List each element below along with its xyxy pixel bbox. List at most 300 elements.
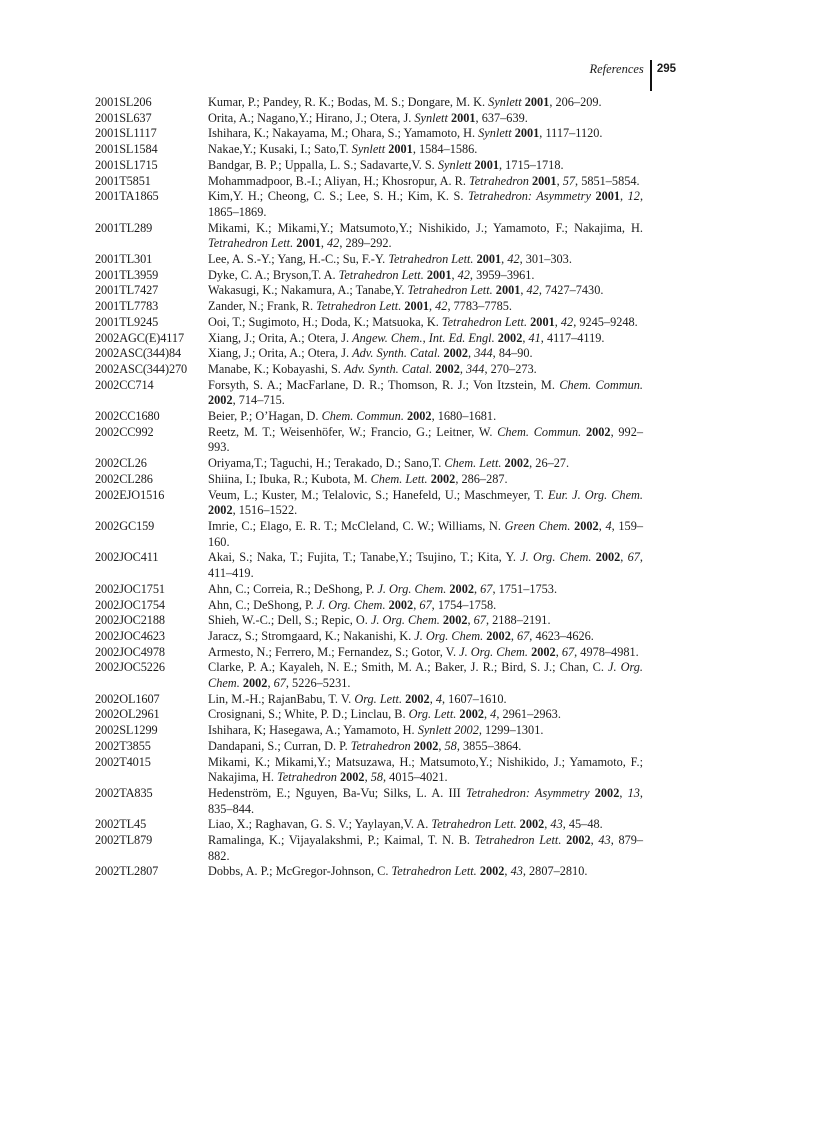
reference-authors: Dandapani, S.; Curran, D. P. [208, 738, 348, 753]
reference-authors: Lin, M.-H.; RajanBabu, T. V. [208, 691, 352, 706]
reference-pages: 1865–1869. [208, 204, 267, 219]
reference-journal: Org. Lett. [408, 707, 457, 722]
reference-entry [95, 519, 643, 550]
reference-year: 2002 [497, 330, 523, 345]
reference-citation: Jaracz, S.; Stromgaard, K.; Nakanishi, K. J. Org. Chem. 2002, 67, 4623–4626. [208, 628, 594, 643]
reference-entry [95, 707, 643, 723]
reference-year: 2002 [459, 707, 485, 722]
reference-authors: Hedenström, E.; Nguyen, Ba-Vu; Silks, L. A. III [208, 785, 461, 800]
reference-volume: 58 [444, 738, 457, 753]
reference-citation: Forsyth, S. A.; MacFarlane, D. R.; Thomson, R. J.; Von Itzstein, M. Chem. Commun. 2002, 714–715. [208, 377, 643, 408]
reference-list [95, 95, 643, 880]
reference-entry [95, 817, 643, 833]
reference-key: 2002TL2807 [95, 864, 159, 879]
reference-citation: Beier, P.; O’Hagan, D. Chem. Commun. 2002, 1680–1681. [208, 409, 497, 424]
reference-journal: Tetrahedron Lett. [431, 817, 517, 832]
reference-pages: 1584–1586. [418, 142, 478, 157]
reference-volume: 42 [435, 299, 448, 314]
reference-volume: 42 [560, 314, 574, 329]
reference-journal: Chem. Lett. [444, 456, 502, 471]
reference-citation: Lee, A. S.-Y.; Yang, H.-C.; Su, F.-Y. Tetrahedron Lett. 2001, 42, 301–303. [208, 252, 572, 267]
reference-entry [95, 456, 643, 472]
reference-pages: 5226–5231. [292, 676, 351, 691]
reference-journal: Synlett [488, 95, 522, 109]
reference-authors: Bandgar, B. P.; Uppalla, L. S.; Sadavarte,V. S. [208, 157, 435, 172]
reference-journal: J. Org. Chem. [316, 597, 386, 612]
reference-entry [95, 786, 643, 817]
reference-citation: Mikami, K.; Mikami,Y.; Matsuzawa, H.; Matsumoto,Y.; Nishikido, J.; Yamamoto, F.; Nakajima, H. Tetrahedron 2002, 58, 4015–4021. [208, 754, 643, 785]
reference-pages: 45–48. [568, 817, 603, 832]
reference-year: 2002 [479, 864, 505, 879]
reference-year: 2002 [449, 581, 474, 596]
reference-year: 2002 [208, 503, 233, 518]
reference-authors: Crosignani, S.; White, P. D.; Linclau, B. [208, 707, 406, 722]
reference-key: 2001TL7783 [95, 299, 159, 314]
reference-year: 2002 [435, 361, 460, 376]
reference-citation: Armesto, N.; Ferrero, M.; Fernandez, S.; Gotor, V. J. Org. Chem. 2002, 67, 4978–4981. [208, 644, 639, 659]
reference-volume: 67 [273, 676, 286, 691]
reference-key: 2002T4015 [95, 754, 151, 769]
reference-key: 2002CC714 [95, 377, 154, 392]
reference-citation: Ahn, C.; Correia, R.; DeShong, P. J. Org. Chem. 2002, 67, 1751–1753. [208, 581, 558, 596]
reference-pages: 206–209. [555, 95, 602, 109]
reference-citation: Ishihara, K.; Nakayama, M.; Ohara, S.; Yamamoto, H. Synlett 2001, 1117–1120. [208, 126, 603, 141]
reference-journal: J. Org. Chem. [414, 628, 484, 643]
reference-authors: Orita, A.; Nagano,Y.; Hirano, J.; Otera, J. [208, 110, 412, 125]
reference-authors: Ishihara, K; Hasegawa, A.; Yamamoto, H. [208, 723, 415, 738]
reference-citation: Kim,Y. H.; Cheong, C. S.; Lee, S. H.; Kim, K. S. Tetrahedron: Asymmetry 2001, 12, 1865–1869. [208, 189, 644, 219]
reference-pages: 411–419. [208, 566, 254, 581]
reference-year: 2002 [504, 456, 530, 471]
reference-authors: Jaracz, S.; Stromgaard, K.; Nakanishi, K. [208, 628, 412, 643]
reference-pages: 7427–7430. [545, 283, 604, 298]
reference-authors: Reetz, M. T.; Weisenhöfer, W.; Francio, G.; Leitner, W. [208, 424, 493, 439]
reference-authors: Dyke, C. A.; Bryson,T. A. [208, 267, 336, 282]
reference-authors: Wakasugi, K.; Nakamura, A.; Tanabe,Y. [208, 283, 405, 298]
reference-journal: Synlett [414, 110, 448, 125]
reference-volume: 67 [480, 581, 493, 596]
reference-pages: 1754–1758. [437, 597, 497, 612]
reference-journal: Synlett [437, 157, 472, 172]
reference-year: 2002 [454, 723, 479, 738]
reference-pages: 84–90. [498, 346, 533, 361]
reference-volume: 57 [562, 173, 576, 188]
reference-journal: Org. Lett. [354, 691, 403, 706]
reference-entry [95, 472, 643, 488]
reference-entry [95, 283, 643, 299]
reference-pages: 270–273. [490, 361, 537, 376]
reference-citation: Shieh, W.-C.; Dell, S.; Repic, O. J. Org. Chem. 2002, 67, 2188–2191. [208, 613, 551, 628]
reference-journal: Tetrahedron Lett. [474, 833, 562, 848]
reference-journal: Tetrahedron [350, 738, 411, 753]
reference-year: 2001 [476, 252, 502, 267]
reference-year: 2001 [474, 157, 499, 172]
reference-journal: Synlett [417, 723, 452, 738]
reference-citation: Manabe, K.; Kobayashi, S. Adv. Synth. Catal. 2002, 344, 270–273. [208, 361, 537, 376]
reference-year: 2002 [208, 393, 233, 408]
reference-pages: 159–160. [208, 518, 643, 549]
reference-key: 2002OL2961 [95, 707, 160, 722]
reference-journal: Synlett [351, 142, 386, 157]
reference-key: 2001SL637 [95, 110, 152, 125]
reference-authors: Xiang, J.; Orita, A.; Otera, J. [208, 330, 350, 345]
reference-entry [95, 598, 643, 614]
reference-journal: Tetrahedron Lett. [441, 314, 528, 329]
reference-journal: Tetrahedron: Asymmetry [465, 785, 590, 800]
reference-year: 2001 [514, 126, 540, 141]
reference-citation: Mohammadpoor, B.-I.; Aliyan, H.; Khosropur, A. R. Tetrahedron 2001, 57, 5851–5854. [208, 173, 640, 188]
reference-citation: Clarke, P. A.; Kayaleh, N. E.; Smith, M. A.; Baker, J. R.; Bird, S. J.; Chan, C. J. Org. Chem. 2002, 67, 5226–5231. [208, 660, 643, 691]
reference-pages: 3959–3961. [476, 267, 535, 282]
reference-citation: Dyke, C. A.; Bryson,T. A. Tetrahedron Lett. 2001, 42, 3959–3961. [208, 267, 535, 282]
reference-journal: Tetrahedron Lett. [407, 283, 493, 298]
reference-authors: Forsyth, S. A.; MacFarlane, D. R.; Thomson, R. J.; Von Itzstein, M. [208, 377, 555, 392]
reference-citation: Dobbs, A. P.; McGregor-Johnson, C. Tetrahedron Lett. 2002, 43, 2807–2810. [208, 864, 588, 879]
reference-volume: 58 [370, 770, 384, 785]
reference-pages: 4623–4626. [535, 628, 594, 643]
reference-year: 2001 [404, 299, 429, 314]
reference-year: 2002 [519, 817, 545, 832]
reference-authors: Armesto, N.; Ferrero, M.; Fernandez, S.; Gotor, V. [208, 644, 457, 659]
reference-journal: Tetrahedron [469, 173, 529, 188]
reference-journal: Eur. J. Org. Chem. [547, 487, 643, 502]
reference-authors: Ahn, C.; Correia, R.; DeShong, P. [208, 581, 375, 596]
reference-authors: Shieh, W.-C.; Dell, S.; Repic, O. [208, 613, 368, 628]
reference-pages: 4978–4981. [580, 644, 639, 659]
reference-year: 2002 [531, 644, 556, 659]
reference-journal: Tetrahedron Lett. [316, 299, 402, 314]
reference-key: 2002T3855 [95, 738, 151, 753]
reference-volume: 67 [419, 597, 432, 612]
reference-pages: 879–882. [208, 833, 644, 863]
reference-pages: 2961–2963. [502, 707, 561, 722]
reference-key: 2002EJO1516 [95, 487, 165, 502]
reference-key: 2002ASC(344)84 [95, 346, 182, 361]
reference-entry [95, 550, 643, 581]
reference-year: 2002 [339, 770, 365, 785]
reference-citation: Mikami, K.; Mikami,Y.; Matsumoto,Y.; Nishikido, J.; Yamamoto, F.; Nakajima, H. Tetrahedron Lett. 2001, 42, 289–292. [208, 220, 643, 251]
reference-year: 2001 [388, 142, 413, 157]
reference-pages: 3855–3864. [462, 738, 522, 753]
reference-key: 2002JOC5226 [95, 660, 165, 675]
reference-entry [95, 613, 643, 629]
reference-authors: Veum, L.; Kuster, M.; Telalovic, S.; Hanefeld, U.; Maschmeyer, T. [208, 487, 544, 502]
reference-authors: Beier, P.; O’Hagan, D. [208, 409, 319, 424]
reference-entry [95, 299, 643, 315]
reference-authors: Kim,Y. H.; Cheong, C. S.; Lee, S. H.; Kim, K. S. [208, 189, 464, 204]
reference-year: 2002 [406, 409, 432, 424]
reference-key: 2002SL1299 [95, 723, 158, 738]
reference-key: 2002TA835 [95, 785, 153, 800]
reference-entry [95, 189, 643, 220]
reference-pages: 9245–9248. [579, 314, 638, 329]
reference-volume: 67 [517, 628, 530, 643]
reference-citation: Shiina, I.; Ibuka, R.; Kubota, M. Chem. Lett. 2002, 286–287. [208, 471, 508, 486]
reference-key: 2001SL206 [95, 95, 152, 109]
reference-key: 2002JOC4623 [95, 628, 165, 643]
reference-year: 2002 [585, 424, 611, 439]
reference-key: 2001TL289 [95, 220, 153, 235]
reference-key: 2002AGC(E)4117 [95, 330, 184, 345]
reference-citation: Ishihara, K; Hasegawa, A.; Yamamoto, H. Synlett 2002, 1299–1301. [208, 723, 544, 738]
reference-citation: Akai, S.; Naka, T.; Fujita, T.; Tanabe,Y.; Tsujino, T.; Kita, Y. J. Org. Chem. 2002, 67, 411–419. [208, 550, 643, 581]
reference-year: 2002 [443, 346, 469, 361]
reference-authors: Manabe, K.; Kobayashi, S. [208, 361, 341, 376]
reference-year: 2001 [530, 314, 555, 329]
reference-pages: 1117–1120. [545, 126, 603, 141]
reference-pages: 1299–1301. [485, 723, 544, 738]
reference-entry [95, 755, 643, 786]
reference-key: 2002CC992 [95, 424, 154, 439]
reference-key: 2002OL1607 [95, 691, 160, 706]
reference-pages: 1680–1681. [437, 409, 497, 424]
reference-volume: 42 [327, 236, 340, 251]
reference-entry [95, 582, 643, 598]
section-title: References [589, 62, 644, 76]
reference-volume: 4 [605, 518, 612, 533]
reference-year: 2002 [442, 613, 468, 628]
reference-year: 2001 [296, 236, 321, 251]
reference-entry [95, 315, 643, 331]
reference-citation: Imrie, C.; Elago, E. R. T.; McCleland, C. W.; Williams, N. Green Chem. 2002, 4, 159–160. [208, 518, 643, 549]
reference-journal: Synlett [478, 126, 512, 141]
reference-entry [95, 174, 643, 190]
reference-entry [95, 660, 643, 691]
reference-journal: Tetrahedron Lett. [391, 864, 477, 879]
reference-journal: Chem. Commun. [497, 424, 582, 439]
reference-journal: J. Org. Chem. [377, 581, 447, 596]
reference-journal: J. Org. Chem. [208, 660, 643, 691]
reference-journal: Adv. Synth. Catal. [352, 346, 441, 361]
reference-key: 2002JOC2188 [95, 613, 165, 628]
running-header [589, 60, 676, 92]
reference-authors: Mohammadpoor, B.-I.; Aliyan, H.; Khosropur, A. R. [208, 173, 466, 188]
reference-authors: Imrie, C.; Elago, E. R. T.; McCleland, C. W.; Williams, N. [208, 518, 501, 533]
reference-volume: 43 [598, 833, 611, 848]
reference-volume: 4 [490, 707, 497, 722]
reference-authors: Lee, A. S.-Y.; Yang, H.-C.; Su, F.-Y. [208, 252, 386, 267]
reference-key: 2002JOC1754 [95, 597, 165, 612]
reference-year: 2001 [426, 267, 452, 282]
reference-pages: 835–844. [208, 801, 255, 816]
reference-key: 2001TL7427 [95, 283, 159, 298]
reference-year: 2001 [595, 189, 621, 204]
reference-entry [95, 221, 643, 252]
reference-journal: Chem. Commun. [321, 409, 404, 424]
reference-citation: Ahn, C.; DeShong, P. J. Org. Chem. 2002, 67, 1754–1758. [208, 597, 497, 612]
reference-volume: 13 [627, 785, 640, 800]
reference-volume: 67 [561, 644, 575, 659]
reference-authors: Ooi, T.; Sugimoto, H.; Doda, K.; Matsuoka, K. [208, 314, 439, 329]
reference-pages: 2188–2191. [492, 613, 551, 628]
reference-entry [95, 378, 643, 409]
reference-pages: 26–27. [535, 456, 570, 471]
reference-year: 2002 [413, 738, 439, 753]
reference-entry [95, 95, 643, 111]
reference-entry [95, 346, 643, 362]
reference-pages: 1607–1610. [448, 691, 507, 706]
reference-year: 2001 [531, 173, 557, 188]
reference-citation: Dandapani, S.; Curran, D. P. Tetrahedron 2002, 58, 3855–3864. [208, 738, 522, 753]
reference-entry [95, 723, 643, 739]
reference-year: 2001 [450, 110, 476, 125]
reference-volume: 42 [526, 283, 539, 298]
reference-citation: Ramalinga, K.; Vijayalakshmi, P.; Kaimal, T. N. B. Tetrahedron Lett. 2002, 43, 879–882. [208, 833, 644, 863]
reference-journal: Green Chem. [504, 518, 571, 533]
reference-authors: Mikami, K.; Mikami,Y.; Matsuzawa, H.; Matsumoto,Y.; Nishikido, J.; Yamamoto, F.; Nakajima, H. [208, 754, 643, 785]
reference-citation: Orita, A.; Nagano,Y.; Hirano, J.; Otera, J. Synlett 2001, 637–639. [208, 110, 528, 125]
reference-citation: Liao, X.; Raghavan, G. S. V.; Yaylayan,V. A. Tetrahedron Lett. 2002, 43, 45–48. [208, 817, 603, 832]
reference-journal: Adv. Synth. Catal. [343, 361, 433, 376]
reference-pages: 1751–1753. [498, 581, 558, 596]
reference-authors: Mikami, K.; Mikami,Y.; Matsumoto,Y.; Nishikido, J.; Yamamoto, F.; Nakajima, H. [208, 220, 643, 235]
reference-pages: 7783–7785. [453, 299, 513, 314]
reference-authors: Liao, X.; Raghavan, G. S. V.; Yaylayan,V. A. [208, 817, 429, 832]
reference-key: 2001SL1117 [95, 126, 157, 141]
reference-authors: Ramalinga, K.; Vijayalakshmi, P.; Kaimal, T. N. B. [208, 833, 470, 848]
reference-volume: 43 [510, 864, 523, 879]
reference-key: 2001TA1865 [95, 189, 159, 204]
reference-entry [95, 252, 643, 268]
reference-year: 2002 [430, 471, 456, 486]
reference-journal: Angew. Chem., Int. Ed. Engl. [352, 330, 495, 345]
reference-authors: Shiina, I.; Ibuka, R.; Kubota, M. [208, 471, 368, 486]
reference-journal: Chem. Commun. [559, 377, 643, 392]
reference-volume: 12 [627, 189, 640, 204]
reference-volume: 41 [528, 330, 541, 345]
reference-entry [95, 488, 643, 519]
reference-citation: Xiang, J.; Orita, A.; Otera, J. Adv. Synth. Catal. 2002, 344, 84–90. [208, 346, 533, 361]
reference-journal: J. Org. Chem. [459, 644, 529, 659]
reference-volume: 67 [627, 550, 640, 565]
reference-pages: 286–287. [461, 471, 508, 486]
reference-citation: Zander, N.; Frank, R. Tetrahedron Lett. 2001, 42, 7783–7785. [208, 299, 513, 314]
reference-key: 2002CL26 [95, 456, 147, 471]
reference-entry [95, 362, 643, 378]
reference-citation: Bandgar, B. P.; Uppalla, L. S.; Sadavarte,V. S. Synlett 2001, 1715–1718. [208, 157, 564, 172]
reference-entry [95, 331, 643, 347]
reference-pages: 289–292. [345, 236, 392, 251]
reference-year: 2002 [566, 833, 591, 848]
reference-journal: Tetrahedron Lett. [388, 252, 474, 267]
reference-pages: 714–715. [238, 393, 285, 408]
reference-entry [95, 833, 643, 864]
reference-pages: 4015–4021. [389, 770, 448, 785]
reference-year: 2002 [405, 691, 430, 706]
reference-key: 2001TL9245 [95, 314, 159, 329]
reference-journal: Tetrahedron Lett. [208, 236, 294, 251]
reference-journal: Tetrahedron Lett. [338, 267, 424, 282]
reference-year: 2002 [486, 628, 511, 643]
reference-citation: Veum, L.; Kuster, M.; Telalovic, S.; Hanefeld, U.; Maschmeyer, T. Eur. J. Org. Chem. 2002, 1516–1522. [208, 487, 643, 518]
reference-citation: Ooi, T.; Sugimoto, H.; Doda, K.; Matsuoka, K. Tetrahedron Lett. 2001, 42, 9245–9248. [208, 314, 638, 329]
reference-authors: Oriyama,T.; Taguchi, H.; Terakado, D.; Sano,T. [208, 456, 442, 471]
reference-key: 2001TL3959 [95, 267, 159, 282]
reference-authors: Kumar, P.; Pandey, R. K.; Bodas, M. S.; Dongare, M. K. [208, 95, 486, 109]
reference-authors: Zander, N.; Frank, R. [208, 299, 314, 314]
reference-year: 2002 [594, 785, 620, 800]
reference-volume: 42 [457, 267, 470, 282]
reference-authors: Akai, S.; Naka, T.; Fujita, T.; Tanabe,Y.; Tsujino, T.; Kita, Y. [208, 550, 516, 565]
reference-journal: Tetrahedron: Asymmetry [467, 189, 591, 204]
reference-key: 2002JOC411 [95, 550, 159, 565]
reference-entry [95, 864, 643, 880]
page-number: 295 [656, 63, 676, 75]
reference-authors: Xiang, J.; Orita, A.; Otera, J. [208, 346, 350, 361]
reference-citation: Lin, M.-H.; RajanBabu, T. V. Org. Lett. 2002, 4, 1607–1610. [208, 691, 507, 706]
reference-pages: 1715–1718. [505, 157, 564, 172]
reference-authors: Dobbs, A. P.; McGregor-Johnson, C. [208, 864, 389, 879]
reference-pages: 4117–4119. [546, 330, 605, 345]
reference-entry [95, 126, 643, 142]
reference-volume: 4 [435, 691, 443, 706]
reference-volume: 42 [507, 252, 520, 267]
reference-key: 2001T5851 [95, 173, 151, 188]
reference-entry [95, 629, 643, 645]
reference-key: 2002CL286 [95, 471, 153, 486]
reference-journal: Chem. Lett. [370, 471, 428, 486]
reference-citation: Crosignani, S.; White, P. D.; Linclau, B. Org. Lett. 2002, 4, 2961–2963. [208, 707, 561, 722]
reference-key: 2001TL301 [95, 252, 153, 267]
reference-year: 2002 [388, 597, 414, 612]
reference-year: 2002 [242, 676, 268, 691]
reference-citation: Nakae,Y.; Kusaki, I.; Sato,T. Synlett 2001, 1584–1586. [208, 142, 478, 157]
reference-pages: 637–639. [481, 110, 528, 125]
reference-entry [95, 409, 643, 425]
reference-authors: Ishihara, K.; Nakayama, M.; Ohara, S.; Yamamoto, H. [208, 126, 476, 141]
reference-entry [95, 142, 643, 158]
reference-journal: J. Org. Chem. [520, 550, 592, 565]
reference-volume: 344 [474, 346, 493, 361]
reference-citation: Oriyama,T.; Taguchi, H.; Terakado, D.; Sano,T. Chem. Lett. 2002, 26–27. [208, 456, 570, 471]
reference-year: 2002 [574, 518, 599, 533]
reference-entry [95, 692, 643, 708]
reference-volume: 344 [466, 361, 485, 376]
reference-entry [95, 158, 643, 174]
reference-pages: 1516–1522. [238, 503, 298, 518]
reference-volume: 43 [550, 817, 563, 832]
reference-entry [95, 111, 643, 127]
reference-key: 2002GC159 [95, 518, 155, 533]
reference-entry [95, 268, 643, 284]
reference-authors: Nakae,Y.; Kusaki, I.; Sato,T. [208, 142, 349, 157]
reference-key: 2001SL1584 [95, 142, 158, 157]
reference-authors: Ahn, C.; DeShong, P. [208, 597, 314, 612]
reference-key: 2002CC1680 [95, 409, 160, 424]
reference-volume: 67 [473, 613, 486, 628]
reference-authors: Clarke, P. A.; Kayaleh, N. E.; Smith, M. A.; Baker, J. R.; Bird, S. J.; Chan, C. [208, 660, 604, 675]
reference-citation: Hedenström, E.; Nguyen, Ba-Vu; Silks, L. A. III Tetrahedron: Asymmetry 2002, 13, 835–844. [208, 785, 643, 816]
reference-pages: 2807–2810. [529, 864, 588, 879]
reference-citation: Reetz, M. T.; Weisenhöfer, W.; Francio, G.; Leitner, W. Chem. Commun. 2002, 992–993. [208, 424, 643, 455]
reference-citation: Xiang, J.; Orita, A.; Otera, J. Angew. Chem., Int. Ed. Engl. 2002, 41, 4117–4119. [208, 330, 605, 345]
reference-key: 2001SL1715 [95, 157, 158, 172]
reference-entry [95, 739, 643, 755]
reference-citation: Kumar, P.; Pandey, R. K.; Bodas, M. S.; Dongare, M. K. Synlett 2001, 206–209. [208, 95, 602, 109]
reference-key: 2002TL879 [95, 833, 153, 848]
reference-entry [95, 425, 643, 456]
reference-key: 2002JOC1751 [95, 581, 165, 596]
reference-pages: 301–303. [525, 252, 572, 267]
reference-year: 2001 [495, 283, 521, 298]
reference-year: 2002 [595, 550, 621, 565]
reference-pages: 5851–5854. [581, 173, 640, 188]
reference-pages: 992–993. [208, 424, 643, 455]
reference-journal: Tetrahedron [276, 770, 337, 785]
reference-key: 2002TL45 [95, 817, 147, 832]
reference-key: 2002JOC4978 [95, 644, 165, 659]
reference-year: 2001 [524, 95, 550, 109]
